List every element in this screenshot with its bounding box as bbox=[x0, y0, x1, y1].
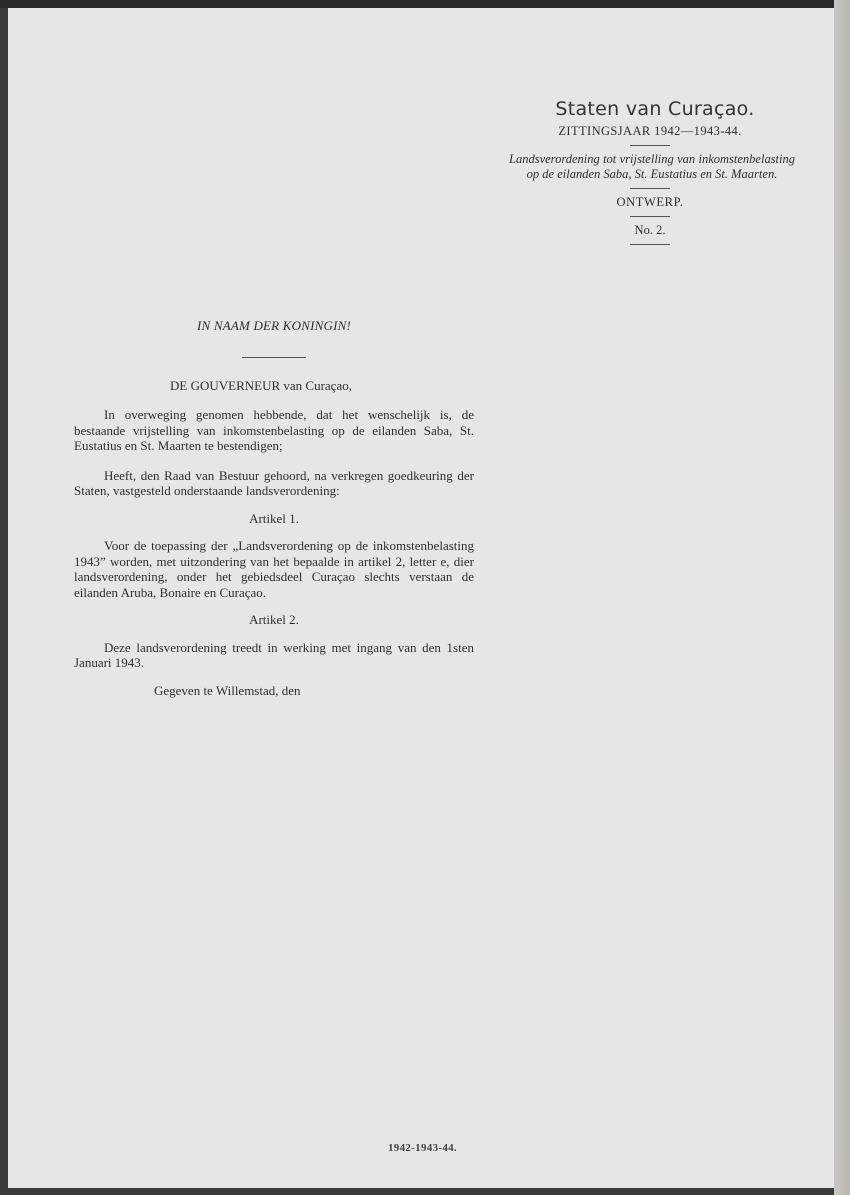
article-1-text: Voor de toepassing der „Landsverordening op de inkomstenbelasting 1943” worden, met uitzondering van het bepaalde in artikel 2, letter e, dier landsverordening, onder het gebiedsdeel Curaçao slechts verstaan de eilanden Aruba, Bonaire en Curaçao. bbox=[74, 538, 474, 600]
header-divider bbox=[630, 244, 670, 245]
document-page bbox=[8, 8, 834, 1188]
article-1-heading: Artikel 1. bbox=[249, 510, 299, 526]
document-title: Staten van Curaçao. bbox=[555, 98, 755, 120]
document-number: No. 2. bbox=[634, 223, 666, 237]
article-2-text: Deze landsverordening treedt in werking met ingang van den 1sten Januari 1943. bbox=[74, 639, 474, 670]
footer-code: 1942-1943-44. bbox=[388, 1142, 457, 1154]
header-divider bbox=[630, 188, 670, 189]
draft-label: ONTWERP. bbox=[616, 195, 684, 209]
session-year: ZITTINGSJAAR 1942—1943-44. bbox=[558, 124, 742, 138]
header-divider bbox=[630, 216, 670, 217]
header-divider bbox=[630, 145, 670, 146]
governor-line: DE GOUVERNEUR van Curaçao, bbox=[170, 377, 352, 393]
body-divider bbox=[242, 357, 306, 358]
invocation: IN NAAM DER KONINGIN! bbox=[196, 318, 352, 333]
document-header bbox=[505, 98, 795, 251]
ordinance-subject: Landsverordening tot vrijstelling van inkomstenbelasting op de eilanden Saba, St. Eustatius en St. Maarten. bbox=[509, 152, 795, 181]
considering-paragraph: In overweging genomen hebbende, dat het wenschelijk is, de bestaande vrijstelling van inkomstenbelasting op de eilanden Saba, St. Eustatius en St. Maarten te bestendigen; bbox=[74, 407, 474, 453]
document-body bbox=[74, 314, 474, 698]
scan-top-edge bbox=[0, 0, 850, 8]
given-at-line: Gegeven te Willemstad, den bbox=[154, 682, 301, 698]
article-2-heading: Artikel 2. bbox=[249, 612, 299, 627]
enacting-paragraph: Heeft, den Raad van Bestuur gehoord, na verkregen goedkeuring der Staten, vastgesteld onderstaande landsverordening: bbox=[74, 467, 474, 498]
scan-right-edge bbox=[834, 0, 850, 1195]
